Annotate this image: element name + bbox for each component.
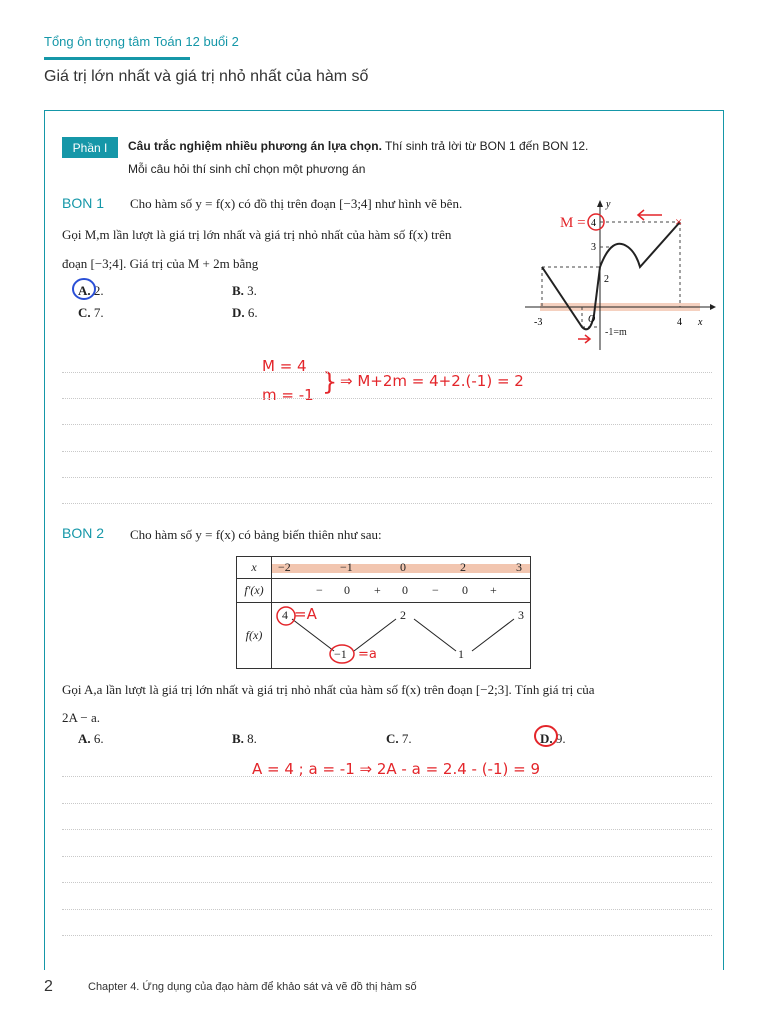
sign-value: 0 bbox=[402, 583, 408, 597]
question-1-option-b[interactable]: B. 3. bbox=[232, 283, 257, 298]
x-value: 3 bbox=[516, 560, 522, 574]
x-value: 0 bbox=[400, 560, 406, 574]
x-value: −2 bbox=[278, 560, 291, 574]
x-value: 2 bbox=[460, 560, 466, 574]
sign-value: 0 bbox=[462, 583, 468, 597]
decrease-arrow-icon bbox=[414, 619, 456, 651]
page-title: Giá trị lớn nhất và giá trị nhỏ nhất của hàm số bbox=[44, 68, 369, 85]
part-description-line2: Mỗi câu hỏi thí sinh chỉ chọn một phương án bbox=[128, 162, 366, 176]
x-axis-arrow-icon bbox=[710, 304, 716, 310]
decrease-arrow-icon bbox=[292, 619, 334, 651]
table-header-fprime: f′(x) bbox=[237, 579, 272, 603]
f-value: 3 bbox=[518, 608, 524, 622]
variation-table bbox=[236, 556, 531, 669]
part-description-bold: Câu trắc nghiệm nhiều phương án lựa chọn. bbox=[128, 139, 382, 153]
question-1-line3: đoạn [−3;4]. Giá trị của M + 2m bằng bbox=[62, 256, 259, 271]
answer-line bbox=[62, 372, 712, 373]
handwritten-q1-result: ⇒ M+2m = 4+2.(-1) = 2 bbox=[340, 372, 524, 390]
y-axis-label: y bbox=[606, 199, 611, 210]
part-description-rest: Thí sinh trả lời từ BON 1 đến BON 12. bbox=[381, 139, 589, 153]
f-value: 4 bbox=[282, 608, 288, 622]
answer-line bbox=[62, 935, 712, 936]
header-underline bbox=[44, 57, 190, 60]
answer-line bbox=[62, 477, 712, 478]
page-number: 2 bbox=[44, 978, 53, 995]
x-tick-4: 4 bbox=[677, 317, 682, 328]
question-1-option-c[interactable]: C. 7. bbox=[78, 305, 104, 320]
question-2-option-c[interactable]: C. 7. bbox=[386, 731, 412, 746]
question-2-option-d[interactable]: D. 9. bbox=[540, 731, 566, 746]
question-1-line2: Gọi M,m lần lượt là giá trị lớn nhất và giá trị nhỏ nhất của hàm số f(x) trên bbox=[62, 227, 452, 242]
sign-value: − bbox=[316, 583, 323, 597]
sign-value: − bbox=[432, 583, 439, 597]
answer-circle-q1 bbox=[70, 275, 100, 303]
question-2-line2: Gọi A,a lần lượt là giá trị lớn nhất và giá trị nhỏ nhất của hàm số f(x) trên đoạn [−2;3]. Tính giá trị của bbox=[62, 682, 595, 697]
answer-line bbox=[62, 451, 712, 452]
y-tick-4: 4 bbox=[591, 218, 596, 229]
table-header-x: x bbox=[237, 557, 272, 579]
answer-line bbox=[62, 829, 712, 830]
min-label: -1=m bbox=[605, 327, 627, 338]
y-tick-2: 2 bbox=[604, 274, 609, 285]
answer-line bbox=[62, 776, 712, 777]
answer-line bbox=[62, 424, 712, 425]
chapter-title: Chapter 4. Ứng dụng của đạo hàm để khảo sát và vẽ đồ thị hàm số bbox=[88, 981, 417, 993]
answer-line bbox=[62, 398, 712, 399]
question-2-option-b[interactable]: B. 8. bbox=[232, 731, 257, 746]
question-1-option-d[interactable]: D. 6. bbox=[232, 305, 258, 320]
answer-circle-q2 bbox=[530, 722, 560, 750]
handwritten-q1-m-min: m = -1 bbox=[262, 386, 314, 404]
handwritten-q1-m-max: M = 4 bbox=[262, 357, 307, 375]
increase-arrow-icon bbox=[472, 619, 514, 651]
function-curve bbox=[542, 222, 680, 329]
question-1-graph bbox=[520, 195, 720, 355]
answer-line bbox=[62, 856, 712, 857]
sign-value: 0 bbox=[344, 583, 350, 597]
sign-value: + bbox=[374, 583, 381, 597]
f-value: −1 bbox=[334, 647, 347, 661]
table-x-values bbox=[272, 557, 531, 579]
x-tick-minus3: -3 bbox=[534, 317, 543, 328]
part-badge: Phần I bbox=[62, 137, 118, 158]
question-2-line1: Cho hàm số y = f(x) có bảng biến thiên như sau: bbox=[130, 527, 382, 542]
x-axis-label: x bbox=[698, 317, 703, 328]
table-f-values bbox=[272, 603, 531, 669]
question-2-label: BON 2 bbox=[62, 525, 105, 541]
answer-line bbox=[62, 803, 712, 804]
handwritten-q2-solution: A = 4 ; a = -1 ⇒ 2A - a = 2.4 - (-1) = 9 bbox=[252, 760, 541, 778]
sign-value: + bbox=[490, 583, 497, 597]
y-axis-arrow-icon bbox=[597, 200, 603, 207]
question-2-option-a[interactable]: A. 6. bbox=[78, 731, 104, 746]
y-tick-3: 3 bbox=[591, 242, 596, 253]
handwritten-brace-icon: } bbox=[322, 368, 338, 396]
question-2-line3: 2A − a. bbox=[62, 710, 101, 725]
table-header-f: f(x) bbox=[237, 603, 272, 669]
part-description bbox=[128, 139, 588, 153]
question-1-label: BON 1 bbox=[62, 195, 105, 211]
question-1-line1: Cho hàm số y = f(x) có đồ thị trên đoạn [−3;4] như hình vẽ bên. bbox=[130, 196, 463, 211]
x-value: −1 bbox=[340, 560, 353, 574]
handwritten-table-A: =A bbox=[294, 605, 317, 623]
series-title: Tổng ôn trọng tâm Toán 12 buổi 2 bbox=[44, 34, 239, 49]
max-point-mark-icon: × bbox=[675, 214, 683, 229]
answer-line bbox=[62, 909, 712, 910]
max-label: M = bbox=[560, 215, 586, 231]
table-fprime-values bbox=[272, 579, 531, 603]
answer-line bbox=[62, 503, 712, 504]
handwritten-table-a: =a bbox=[358, 647, 377, 662]
f-value: 1 bbox=[458, 647, 464, 661]
origin-label: O bbox=[588, 314, 596, 325]
answer-line bbox=[62, 882, 712, 883]
question-1-option-a[interactable]: A. 2. bbox=[78, 283, 104, 298]
f-value: 2 bbox=[400, 608, 406, 622]
